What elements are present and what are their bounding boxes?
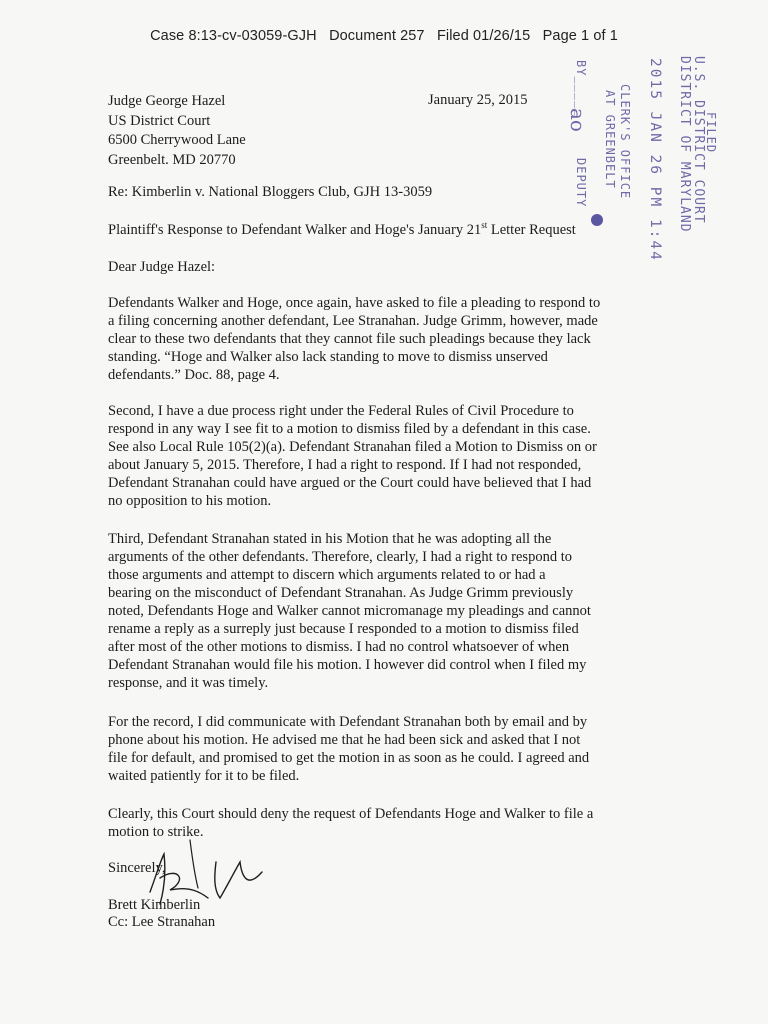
stamp-initials: ao — [566, 108, 590, 132]
stamp-filed: FILED — [704, 112, 718, 154]
text-line: Defendant Stranahan would file his motion. I however did control when I filed my — [108, 657, 587, 673]
text-line: See also Local Rule 105(2)(a). Defendant Stranahan filed a Motion to Dismiss on or — [108, 439, 597, 455]
text-line: Defendant Stranahan could have argued or the Court could have believed that I had — [108, 475, 592, 491]
text-line: Third, Defendant Stranahan stated in his Motion that he was adopting all the — [108, 531, 552, 547]
text-line: Second, I have a due process right under the Federal Rules of Civil Procedure to — [108, 403, 574, 419]
cc-line: Cc: Lee Stranahan — [108, 914, 216, 930]
salutation: Dear Judge Hazel: — [108, 259, 216, 275]
text-line: Clearly, this Court should deny the request of Defendants Hoge and Walker to file a — [108, 806, 594, 822]
recipient-address — [108, 92, 246, 170]
text-line: no opposition to his motion. — [108, 493, 272, 509]
text-line: arguments of the other defendants. Therefore, clearly, I had a right to respond to — [108, 549, 572, 565]
stamp-by: BY_____ — [574, 60, 588, 118]
paragraph-3 — [108, 530, 656, 692]
text-line: For the record, I did communicate with Defendant Stranahan both by email and by — [108, 714, 588, 730]
paragraph-4 — [108, 713, 656, 785]
subject-text-end: Letter Request — [487, 221, 576, 238]
text-line: motion to strike. — [108, 824, 204, 840]
subject-line — [108, 220, 576, 239]
signer-name: Brett Kimberlin — [108, 897, 201, 913]
text-line: noted, Defendants Hoge and Walker cannot micromanage my pleadings and cannot — [108, 603, 591, 619]
address-line: 6500 Cherrywood Lane — [108, 132, 246, 148]
re-line: Re: Kimberlin v. National Bloggers Club, GJH 13-3059 — [108, 184, 433, 200]
text-line: phone about his motion. He advised me that he had been sick and asked that I not — [108, 732, 581, 748]
text-line: those arguments and attempt to discern which arguments related to or had a — [108, 567, 546, 583]
text-line: rename a reply as a surreply just because I responded to a motion to dismiss filed — [108, 621, 579, 637]
text-line: standing. “Hoge and Walker also lack standing to move to dismiss unserved — [108, 349, 548, 365]
text-line: Defendants Walker and Hoge, once again, have asked to file a pleading to respond to — [108, 295, 601, 311]
stamp-location: AT GREENBELT — [603, 90, 617, 189]
address-line: US District Court — [108, 112, 211, 129]
stamp-office: CLERK'S OFFICE — [618, 84, 632, 200]
paragraph-1 — [108, 294, 656, 384]
subject-superscript: st — [481, 220, 488, 230]
case-header: Case 8:13-cv-03059-GJH Document 257 Filed 01/26/15 Page 1 of 1 — [150, 28, 618, 44]
text-line: file for default, and promised to get the motion in as soon as he could. I agreed and — [108, 750, 590, 766]
text-line: defendants.” Doc. 88, page 4. — [108, 367, 280, 383]
address-line: Judge George Hazel — [108, 93, 226, 109]
text-line: response, and it was timely. — [108, 675, 269, 691]
closing: Sincerely, — [108, 860, 166, 876]
paragraph-2 — [108, 402, 656, 510]
text-line: about January 5, 2015. Therefore, I had a right to respond. If I had not responded, — [108, 457, 582, 473]
text-line: respond in any way I see fit to a motion to dismiss filed by a defendant in this case. — [108, 421, 591, 437]
text-line: waited patiently for it to be filed. — [108, 768, 300, 784]
letter-date: January 25, 2015 — [428, 92, 528, 108]
stamp-seal-dot — [591, 214, 603, 226]
stamp-deputy: DEPUTY — [574, 158, 588, 208]
stamp-court: U.S. DISTRICT COURT — [691, 56, 706, 224]
text-line: clear to these two defendants that they cannot file such pleadings because they lack — [108, 331, 591, 347]
address-line: Greenbelt. MD 20770 — [108, 151, 236, 168]
text-line: after most of the other motions to dismiss. I had no control whatsoever of when — [108, 639, 570, 655]
stamp-datetime: 2015 JAN 26 PM 1:44 — [647, 58, 663, 262]
text-line: a filing concerning another defendant, Lee Stranahan. Judge Grimm, however, made — [108, 313, 598, 329]
stamp-district: DISTRICT OF MARYLAND — [677, 56, 692, 233]
subject-text: Plaintiff's Response to Defendant Walker and Hoge's January 21 — [108, 221, 482, 238]
text-line: bearing on the misconduct of Defendant Stranahan. As Judge Grimm previously — [108, 585, 574, 601]
